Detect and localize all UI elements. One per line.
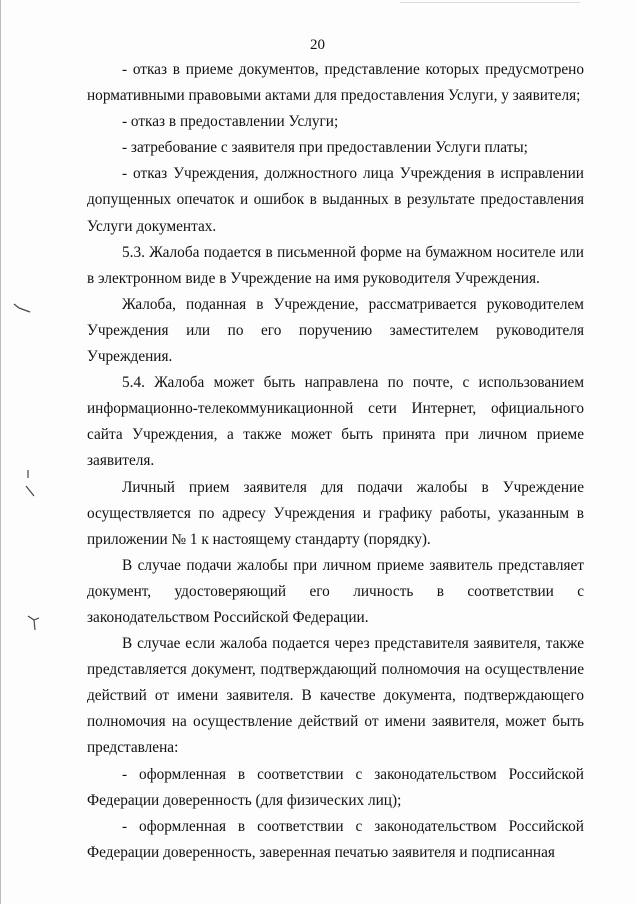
paragraph-1: - отказ в приеме документов, представление которых предусмотрено нормативными правовыми актами для предоставления Услуги, у заявителя; bbox=[87, 61, 584, 105]
paragraph-4: - отказ Учреждения, должностного лица Учреждения в исправлении допущенных опечаток и ошибок в выданных в результате предоставления Услуги документах. bbox=[87, 165, 584, 235]
paragraph-6: Жалоба, поданная в Учреждение, рассматривается руководителем Учреждения или по его поручению заместителем руководителя Учреждения. bbox=[87, 295, 584, 366]
margin-mark-3 bbox=[26, 612, 42, 634]
document-body bbox=[87, 57, 584, 866]
margin-mark-1 bbox=[12, 300, 34, 316]
paragraph-10: В случае если жалоба подается через представителя заявителя, также представляется документ, подтверждающий полномочия на осуществление действий от имени заявителя. В качестве документа, подтверждающего полномочия на осуществление действий от имени заявителя, может быть представлена: bbox=[87, 635, 584, 757]
paragraph-11: - оформленная в соответствии с законодательством Российской Федерации доверенность (для физических лиц); bbox=[87, 765, 584, 809]
margin-mark-2 bbox=[22, 468, 38, 498]
scan-top-artifact bbox=[400, 2, 580, 3]
page-number: 20 bbox=[310, 37, 325, 53]
paragraph-2: - отказ в предоставлении Услуги; bbox=[122, 113, 339, 131]
paragraph-9: В случае подачи жалобы при личном приеме заявитель представляет документ, удостоверяющий его личность в соответствии с законодательством Российской Федерации. bbox=[87, 556, 584, 626]
paragraph-7: 5.4. Жалоба может быть направлена по почте, с использованием информационно-телекоммуникационной сети Интернет, официального сайта Учреждения, а также может быть принята при личном приеме заявителя. bbox=[87, 374, 584, 470]
scan-left-edge bbox=[0, 0, 1, 904]
paragraph-12: - оформленная в соответствии с законодательством Российской Федерации доверенность, заверенная печатью заявителя и подписанная bbox=[87, 817, 584, 861]
paragraph-3: - затребование с заявителя при предоставлении Услуги платы; bbox=[122, 139, 528, 157]
paragraph-5: 5.3. Жалоба подается в письменной форме на бумажном носителе или в электронном виде в Учреждение на имя руководителя Учреждения. bbox=[87, 243, 584, 287]
paragraph-8: Личный прием заявителя для подачи жалобы в Учреждение осуществляется по адресу Учреждения и графику работы, указанным в приложении № 1 к настоящему стандарту (порядку). bbox=[87, 478, 584, 548]
